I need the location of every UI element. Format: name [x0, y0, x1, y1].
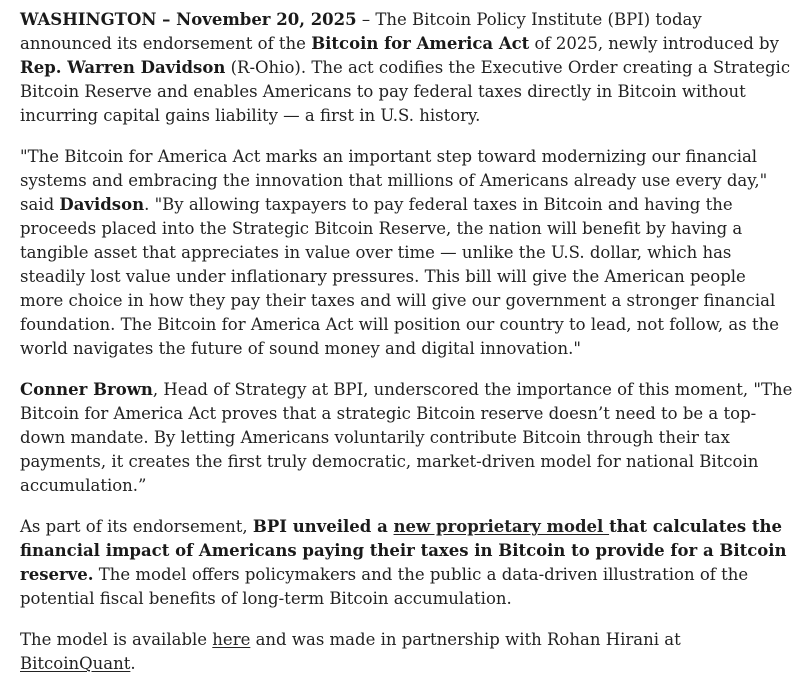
- model-bold-2: that calculates the financial impact of Americans paying their taxes in Bitcoin to provide for a Bitcoin reserve.: [20, 517, 787, 584]
- intro-text-1: – The Bitcoin Policy Institute (BPI) today announced its endorsement of the: [20, 10, 702, 53]
- new-model-link[interactable]: new proprietary model: [393, 517, 610, 536]
- avail-text-2: and was made in partnership with Rohan Hirani at: [250, 630, 681, 649]
- paragraph-intro: [20, 8, 794, 128]
- paragraph-model: [20, 515, 794, 611]
- quote-text-2: . "By allowing taxpayers to pay federal taxes in Bitcoin and having the proceeds placed into the Strategic Bitcoin Reserve, the nation will benefit by having a tangible asset that appreciates in value over time — unlike the U.S. dollar, which has steadily lost value under inflationary pressures. This bill will give the American people more choice in how they pay their taxes and will give our government a stronger financial foundation. The Bitcoin for America Act will position our country to lead, not follow, as the world navigates the future of sound money and digital innovation.": [20, 195, 779, 358]
- intro-text-2: of 2025, newly introduced by: [529, 34, 779, 53]
- quote-text-1: "The Bitcoin for America Act marks an important step toward modernizing our financial systems and embracing the innovation that millions of Americans already use every day," said: [20, 147, 768, 214]
- avail-text-3: .: [130, 654, 136, 673]
- paragraph-davidson-quote: [20, 145, 794, 361]
- paragraph-brown-quote: [20, 378, 794, 498]
- here-link[interactable]: here: [212, 630, 251, 649]
- paragraph-availability: [20, 628, 794, 676]
- model-text-1: As part of its endorsement,: [20, 517, 253, 536]
- dateline: WASHINGTON – November 20, 2025: [20, 10, 357, 29]
- avail-text-1: The model is available: [20, 630, 213, 649]
- act-name: Bitcoin for America Act: [311, 34, 530, 53]
- bitcoinquant-link[interactable]: BitcoinQuant: [20, 654, 131, 673]
- brown-name: Conner Brown: [20, 380, 153, 399]
- model-bold-1: BPI unveiled a: [252, 517, 394, 536]
- quote-speaker: Davidson: [59, 195, 145, 214]
- model-text-2: The model offers policymakers and the public a data-driven illustration of the potential fiscal benefits of long-term Bitcoin accumulation.: [20, 565, 749, 608]
- sponsor-name: Rep. Warren Davidson: [20, 58, 226, 77]
- brown-quote-text: , Head of Strategy at BPI, underscored the importance of this moment, "The Bitcoin for America Act proves that a strategic Bitcoin reserve doesn’t need to be a top-down mandate. By letting Americans voluntarily contribute Bitcoin through their tax payments, it creates the first truly democratic, market-driven model for national Bitcoin accumulation.”: [20, 380, 793, 495]
- intro-text-3: (R-Ohio). The act codifies the Executive Order creating a Strategic Bitcoin Reserve and enables Americans to pay federal taxes directly in Bitcoin without incurring capital gains liability — a first in U.S. history.: [20, 58, 791, 125]
